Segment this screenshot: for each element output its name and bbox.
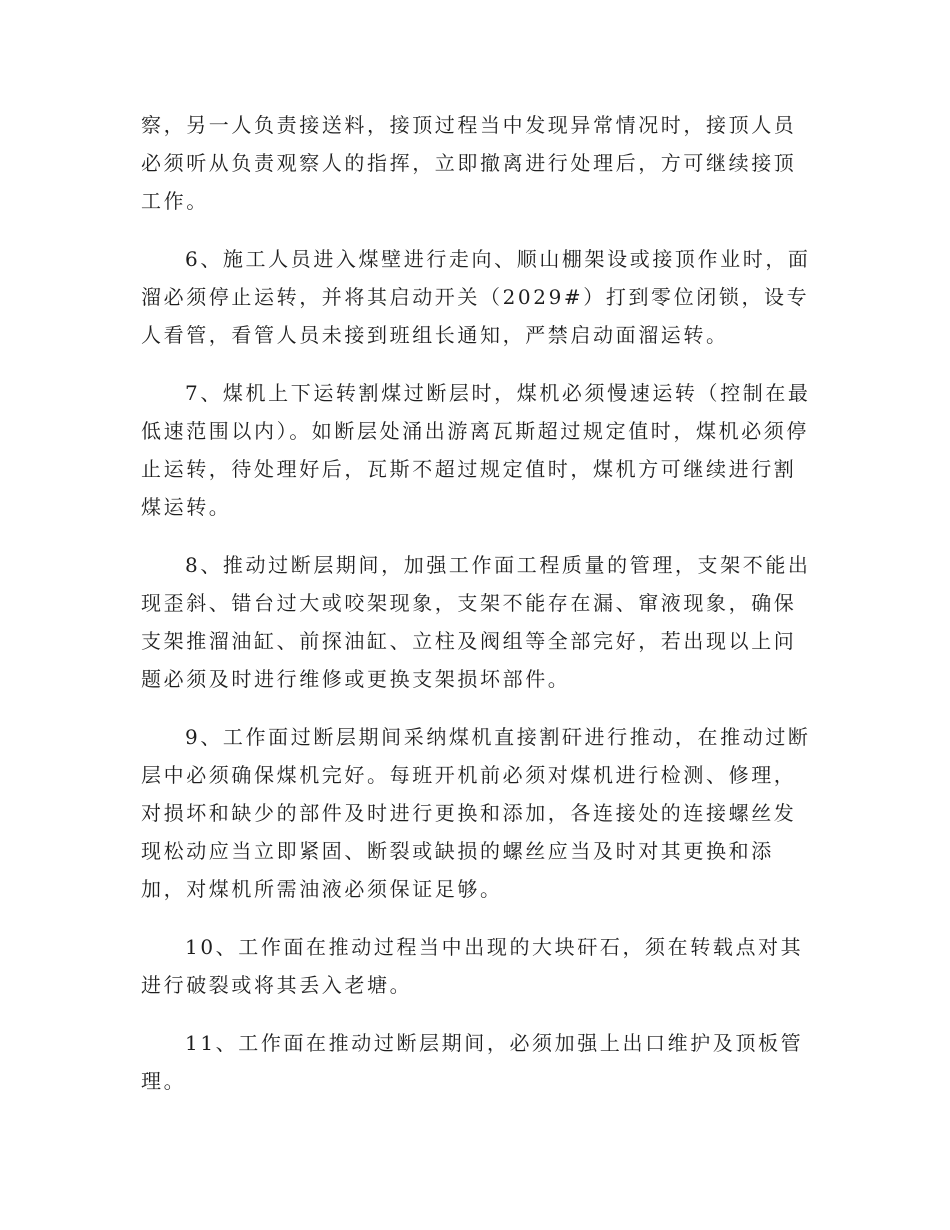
paragraph-item-7: 7、煤机上下运转割煤过断层时，煤机必须慢速运转（控制在最低速范围以内）。如断层处涌出游离瓦斯超过规定值时，煤机必须停止运转，待处理好后，瓦斯不超过规定值时，煤机方可继续进行割煤运转。 [141,381,811,519]
paragraph-continuation: 察，另一人负责接送料，接顶过程当中发现异常情况时，接顶人员必须听从负责观察人的指挥，立即撤离进行处理后，方可继续接顶工作。 [141,113,797,213]
paragraph-item-10: 10、工作面在推动过程当中出现的大块矸石，须在转载点对其进行破裂或将其丢入老塘。 [141,935,804,997]
paragraph-item-8: 8、推动过断层期间，加强工作面工程质量的管理，支架不能出现歪斜、错台过大或咬架现象，支架不能存在漏、窜液现象，确保支架推溜油缸、前探油缸、立柱及阀组等全部完好，若出现以上问题必须及时进行维修或更换支架损坏部件。 [141,553,811,691]
paragraph-item-11: 11、工作面在推动过断层期间，必须加强上出口维护及顶板管理。 [141,1031,804,1093]
paragraph-item-9: 9、工作面过断层期间采纳煤机直接割矸进行推动，在推动过断层中必须确保煤机完好。每班开机前必须对煤机进行检测、修理，对损坏和缺少的部件及时进行更换和添加，各连接处的连接螺丝发现松动应当立即紧固、断裂或缺损的螺丝应当及时对其更换和添加，对煤机所需油液必须保证足够。 [141,725,811,901]
paragraph-item-6: 6、施工人员进入煤壁进行走向、顺山棚架设或接顶作业时，面溜必须停止运转，并将其启动开关（2029#）打到零位闭锁，设专人看管，看管人员未接到班组长通知，严禁启动面溜运转。 [141,247,811,347]
document-body [141,106,811,1120]
